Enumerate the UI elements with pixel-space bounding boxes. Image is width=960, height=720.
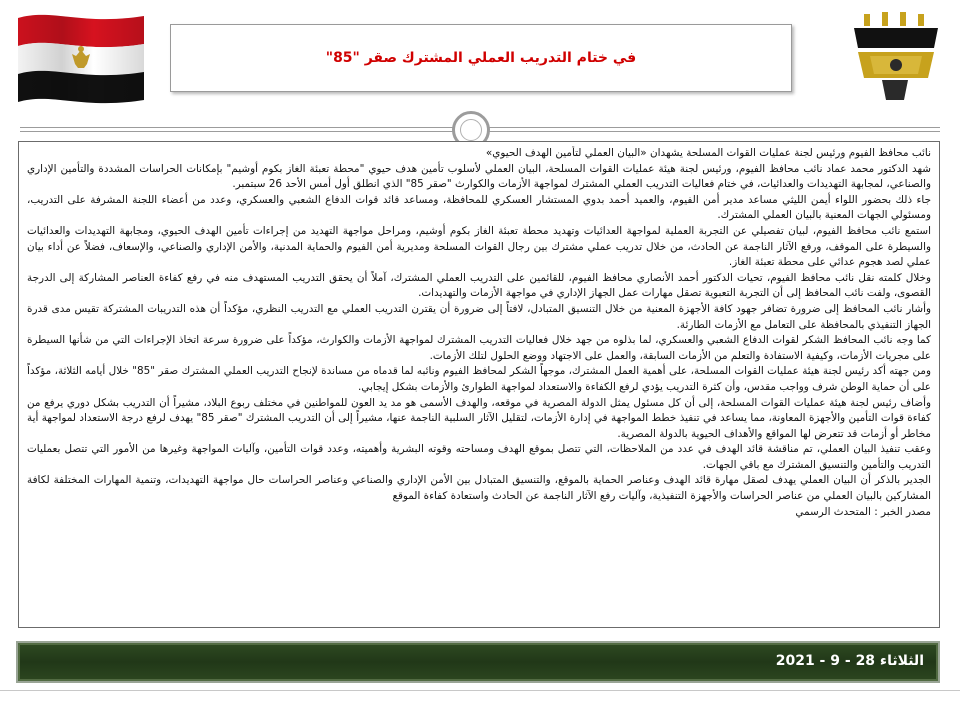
paragraph: الجدير بالذكر أن البيان العملي يهدف لصقل مهارة قائد الهدف وعناصر الحماية بالموقع، والتنسيق المتبادل بين الأمن الإداري والصناعي وعناصر الحراسات حال مواجهة التهديدات، وتنمية المهارات المختلفة لكافة المشاركين بالبيان العملي من عناصر الحراسات والأجهزة التنفيذية، وآليات رفع الآثار الناجمة عن الحادث واستعادة كفاءة الموقع — [27, 474, 931, 503]
paragraph: نائب محافظ الفيوم ورئيس لجنة عمليات القوات المسلحة يشهدان «البيان العملي لتأمين الهدف الحيوي» — [485, 147, 931, 159]
governorate-emblem-icon — [842, 8, 950, 108]
paragraph: كما وجه نائب المحافظ الشكر لقوات الدفاع الشعبي والعسكري، لما بذلوه من جهد خلال فعاليات التدريب المشترك لمواجهة الأزمات والكوارث، مؤكداً على ضرورة سرعة اتخاذ الإجراءات التي من شأنها السيطرة على مجريات الأزمات، وكيفية الاستفادة والتعلم من الأزمات السابقة، والعمل على الاجتهاد ووضع الحلول لتلك الأزمات. — [27, 334, 931, 362]
news-source: مصدر الخبر : المتحدث الرسمي — [795, 505, 931, 518]
date-label: الثلاثاء 28 - 9 - 2021 — [775, 653, 924, 669]
date-bar — [16, 641, 940, 683]
paragraph: ومن جهته أكد رئيس لجنة هيئة عمليات القوات المسلحة، على أهمية العمل المشترك، موجهاً الشكر لمحافظ الفيوم ونائبه لما قدماه من مساندة لإنجاح التدريب العملي المشترك صقر "85" خلال أيامه الثلاثة، مؤكداً على أن حماية الوطن شرف وواجب مقدس، وأن كثرة التدريب يؤدي لرفع الكفاءة والاستعداد لمواجهة الطوارئ والأزمات بشكل إيجابي. — [27, 365, 931, 393]
article-body-box — [18, 141, 940, 628]
paragraph: وعقب تنفيذ البيان العملي، تم مناقشة قائد الهدف في عدد من الملاحظات، التي تتصل بموقع الهدف ومساحته وقوته البشرية وأهميته، وعدد قوات التأمين، وآليات المواجهة وغيرها من الأمور التي تتصل بعمليات التدريب والتأمين والتنسيق المشترك مع باقي الجهات. — [27, 443, 931, 471]
paragraph: وخلال كلمته نقل نائب محافظ الفيوم، تحيات الدكتور أحمد الأنصاري محافظ الفيوم، للقائمين على التدريب العملي المشترك، آملاً أن يحقق التدريب المستهدف منه في رفع كفاءة العناصر المشاركة إلى الدرجة القصوى، ولفت نائب المحافظ إلى أن التجربة التعبوية تصقل مهارات عمل الجهاز الإداري في مواجهة الأزمات والتهديدات. — [27, 271, 931, 300]
article-title: في ختام التدريب العملي المشترك صقر "85" — [325, 50, 637, 66]
paragraph: وأضاف رئيس لجنة هيئة عمليات القوات المسلحة، إلى أن كل مسئول يمثل الدولة المصرية في موقعه، والهدف الأسمى هو مد يد العون للمواطنين في مختلف ربوع البلاد، مشيراً أن التدريب بشكل دوري يرفع من كفاءة قوات التأمين والأجهزة المعاونة، مما يساعد في تنفيذ خطط المواجهة في إدارة الأزمات، لتقليل الآثار السلبية الناجمة عنها، مشيراً إلى أن التدريب المشترك "صقر 85" يهدف لرفع درجة الاستعداد لمواجهة أية مخاطر أو أزمات قد تتعرض لها المواقع والأهداف الحيوية بالدولة المصرية. — [27, 396, 931, 440]
article-body — [27, 146, 931, 623]
paragraph: جاء ذلك بحضور اللواء أيمن الليثي مساعد مدير أمن الفيوم، والعميد أحمد بدوي المستشار العسكري للمحافظة، ومساعد قائد قوات الدفاع الشعبي والعسكري، وعدد من أعضاء اللجنة المشرفة على التدريب، ومسئولي الجهات المعنية بالبيان العملي المشترك. — [27, 193, 931, 222]
paragraph: وأشار نائب المحافظ إلى ضرورة تضافر جهود كافة الأجهزة المعنية من خلال التنسيق المتبادل، لافتاً إلى ضرورة أن يقترن التدريب العملي مع التدريب النظري، مؤكداً أن هذه التدريبات المشتركة تقيس مدى قدرة الجهاز التنفيذي بالمحافظة على التعامل مع الأزمات الطارئة. — [27, 302, 931, 331]
paragraph: استمع نائب محافظ الفيوم، لبيان تفصيلي عن التجربة العملية لمواجهة العدائيات وتهديد محطة تعبئة الغاز بكوم أوشيم، ومراحل مواجهة التهديد من إجراءات تأمين الهدف الحيوي، ومجابهة التهديدات والعدائيات والسيطرة على الموقف، ورفع الآثار الناجمة عن الحادث، من خلال تدريب عملي مشترك بين رجال القوات المسلحة ومديرية أمن الفيوم والحماية المدنية، والأمن الإداري والصناعي، والإسعاف، فضلاً عن أداء بيان عملي لصد هجوم عدائي على محطة تعبئة الغاز. — [27, 224, 931, 269]
title-box — [170, 24, 792, 92]
egypt-flag-icon — [12, 10, 150, 105]
divider-line — [0, 690, 960, 691]
paragraph: شهد الدكتور محمد عماد نائب محافظ الفيوم، ورئيس لجنة هيئة عمليات القوات المسلحة، البيان العملي لأسلوب تأمين هدف حيوي "محطة تعبئة الغاز بكوم أوشيم" بإمكانات الحراسات المشددة والتأمين الإداري والصناعي، لمجابهة التهديدات والعدائيات، في ختام فعاليات التدريب العملي المشترك لمواجهة الأزمات والكوارث "صقر 85" الذي انطلق أول أمس الأحد 26 سبتمبر. — [27, 162, 931, 191]
